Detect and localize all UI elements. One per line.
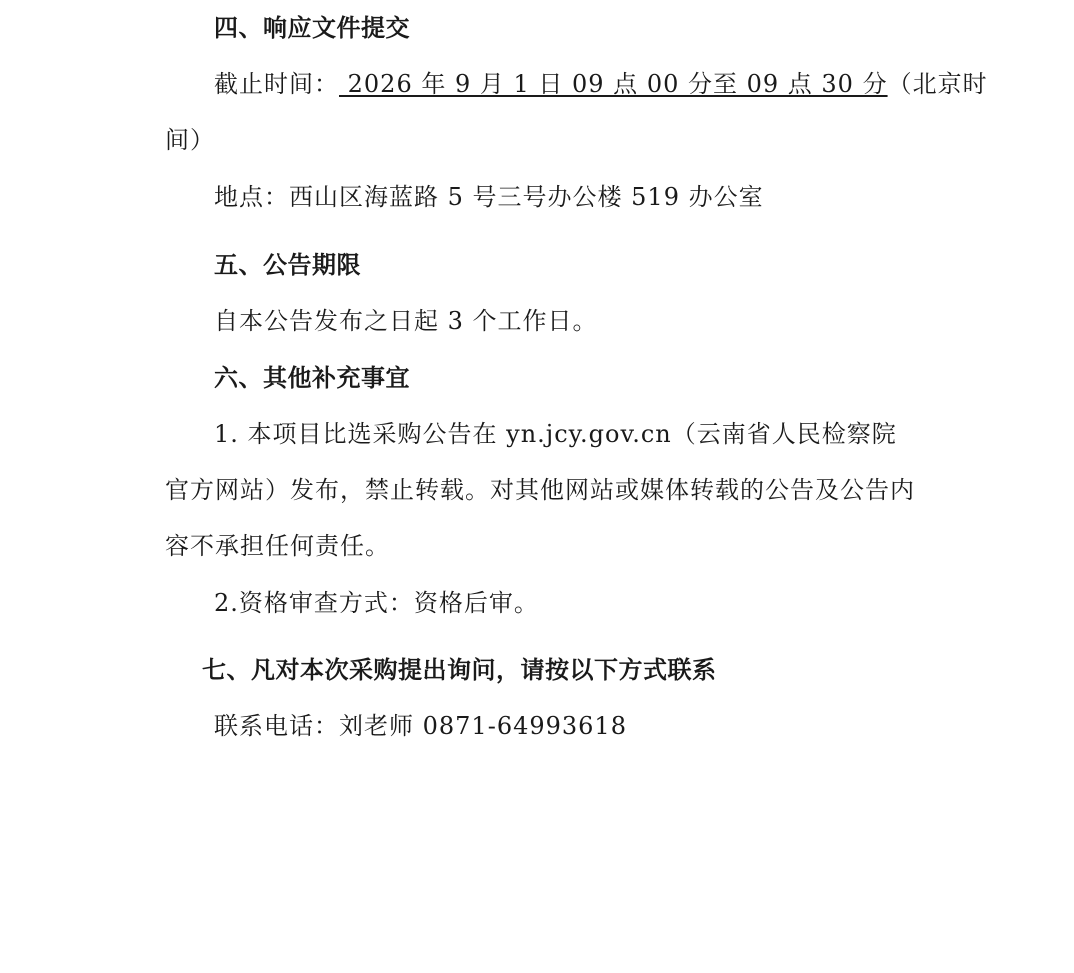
deadline-label: 截止时间： (214, 70, 339, 98)
item-1-line-3: 容不承担任何责任。 (165, 532, 390, 560)
section-6-heading: 六、其他补充事宜 (214, 364, 410, 392)
item-2-text: 2.资格审查方式：资格后审。 (214, 589, 539, 617)
location-text: 地点：西山区海蓝路 5 号三号办公楼 519 办公室 (214, 183, 764, 211)
section-5-heading: 五、公告期限 (214, 251, 361, 279)
contact-phone-text: 联系电话：刘老师 0871-64993618 (214, 712, 627, 740)
item-1-line-2: 官方网站）发布，禁止转载。对其他网站或媒体转载的公告及公告内 (165, 476, 915, 504)
item-1-line-1: 1. 本项目比选采购公告在 yn.jcy.gov.cn（云南省人民检察院 (214, 420, 897, 448)
deadline-suffix-continued: 间） (165, 126, 215, 154)
notice-period-text: 自本公告发布之日起 3 个工作日。 (214, 307, 598, 335)
section-4-heading: 四、响应文件提交 (214, 14, 410, 42)
deadline-value: 2026 年 9 月 1 日 09 点 00 分至 09 点 30 分 (339, 70, 888, 98)
deadline-line (214, 69, 988, 99)
section-7-heading: 七、凡对本次采购提出询问，请按以下方式联系 (202, 656, 717, 684)
deadline-suffix: （北京时 (887, 70, 988, 98)
